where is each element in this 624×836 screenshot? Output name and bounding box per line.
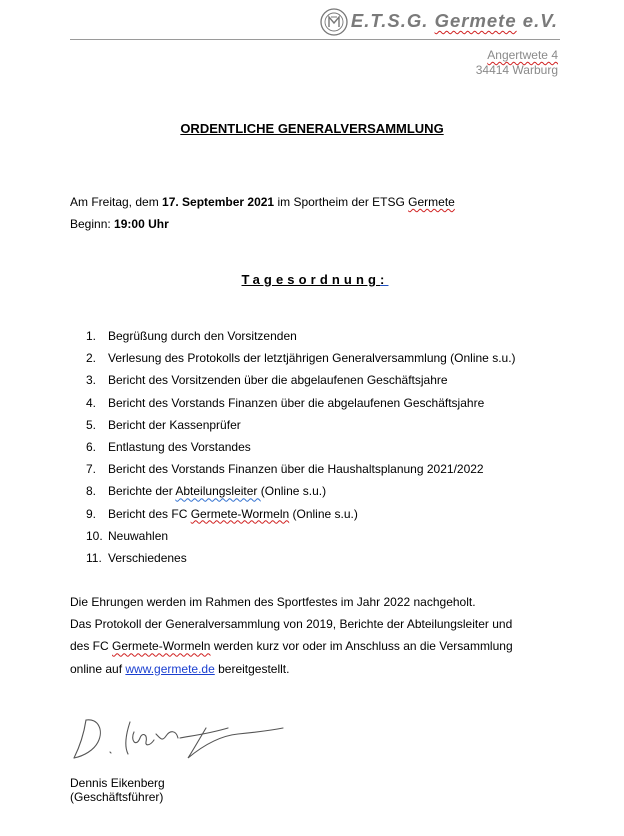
meeting-time-line: Beginn: 19:00 Uhr bbox=[70, 217, 169, 231]
meeting-time: 19:00 Uhr bbox=[114, 217, 169, 231]
agenda-heading bbox=[0, 272, 624, 287]
closing-text bbox=[70, 591, 560, 680]
club-logo-icon bbox=[320, 8, 348, 36]
agenda-list bbox=[86, 325, 586, 569]
signer-role: (Geschäftsführer) bbox=[70, 790, 164, 804]
agenda-item-text: Bericht des Vorstands Finanzen über die Haushaltsplanung 2021/2022 bbox=[108, 462, 484, 477]
signer-block bbox=[70, 776, 165, 804]
agenda-item bbox=[86, 414, 586, 436]
agenda-item bbox=[86, 392, 586, 414]
agenda-item bbox=[86, 525, 586, 547]
address-street: Angertwete 4 bbox=[487, 48, 558, 62]
agenda-item bbox=[86, 436, 586, 458]
agenda-item-number: 1. bbox=[86, 329, 97, 344]
agenda-item bbox=[86, 547, 586, 569]
document-title: ORDENTLICHE GENERALVERSAMMLUNG bbox=[180, 121, 444, 136]
agenda-item bbox=[86, 347, 586, 369]
agenda-item bbox=[86, 369, 586, 391]
agenda-item-text: Berichte der Abteilungsleiter (Online s.u.) bbox=[108, 484, 327, 499]
signer-name: Dennis Eikenberg bbox=[70, 776, 165, 790]
agenda-item-number: 3. bbox=[86, 373, 97, 388]
agenda-item-number: 2. bbox=[86, 351, 97, 366]
agenda-item-text: Verlesung des Protokolls der letztjährigen Generalversammlung (Online s.u.) bbox=[108, 351, 516, 366]
agenda-item bbox=[86, 503, 586, 525]
agenda-item-text: Bericht der Kassenprüfer bbox=[108, 417, 241, 432]
agenda-item-text: Verschiedenes bbox=[108, 550, 187, 565]
agenda-item-number: 6. bbox=[86, 440, 97, 455]
agenda-item bbox=[86, 480, 586, 502]
agenda-item-text: Entlastung des Vorstandes bbox=[108, 440, 251, 455]
agenda-item-number: 4. bbox=[86, 395, 97, 410]
closing-line: online auf www.germete.de bereitgestellt. bbox=[70, 661, 290, 676]
agenda-item-text: Bericht des Vorsitzenden über die abgelaufenen Geschäftsjahre bbox=[108, 373, 448, 388]
meeting-date-line: Am Freitag, dem 17. September 2021 im Sportheim der ETSG Germete bbox=[70, 195, 455, 209]
meeting-date: 17. September 2021 bbox=[162, 195, 275, 209]
agenda-item-number: 11. bbox=[86, 550, 102, 565]
meeting-intro bbox=[70, 191, 455, 235]
agenda-item bbox=[86, 325, 586, 347]
agenda-item-text: Bericht des FC Germete-Wormeln (Online s.u.) bbox=[108, 506, 358, 521]
agenda-item-number: 9. bbox=[86, 506, 97, 521]
agenda-item-number: 5. bbox=[86, 417, 97, 432]
closing-line: Das Protokoll der Generalversammlung von 2019, Berichte der Abteilungsleiter und bbox=[70, 617, 513, 632]
agenda-item-number: 8. bbox=[86, 484, 97, 499]
agenda-item-text: Begrüßung durch den Vorsitzenden bbox=[108, 329, 297, 344]
agenda-heading-colon: : bbox=[380, 272, 389, 287]
organization-name: E.T.S.G. Germete e.V. bbox=[350, 10, 558, 31]
agenda-item bbox=[86, 458, 586, 480]
agenda-item-text: Neuwahlen bbox=[108, 528, 169, 543]
address-city: 34414 Warburg bbox=[475, 63, 558, 77]
closing-line: Die Ehrungen werden im Rahmen des Sportfestes im Jahr 2022 nachgeholt. bbox=[70, 595, 476, 609]
agenda-heading-text: Tagesordnung bbox=[241, 272, 381, 287]
agenda-item-text: Bericht des Vorstands Finanzen über die abgelaufenen Geschäftsjahre bbox=[108, 395, 485, 410]
letterhead bbox=[70, 6, 560, 40]
website-link[interactable]: www.germete.de bbox=[125, 661, 215, 676]
handwritten-signature bbox=[68, 708, 288, 772]
agenda-item-number: 10. bbox=[86, 528, 103, 543]
agenda-item-number: 7. bbox=[86, 462, 97, 477]
header-divider bbox=[70, 39, 560, 40]
sender-address bbox=[476, 48, 558, 78]
closing-line: des FC Germete-Wormeln werden kurz vor oder im Anschluss an die Versammlung bbox=[70, 639, 513, 654]
